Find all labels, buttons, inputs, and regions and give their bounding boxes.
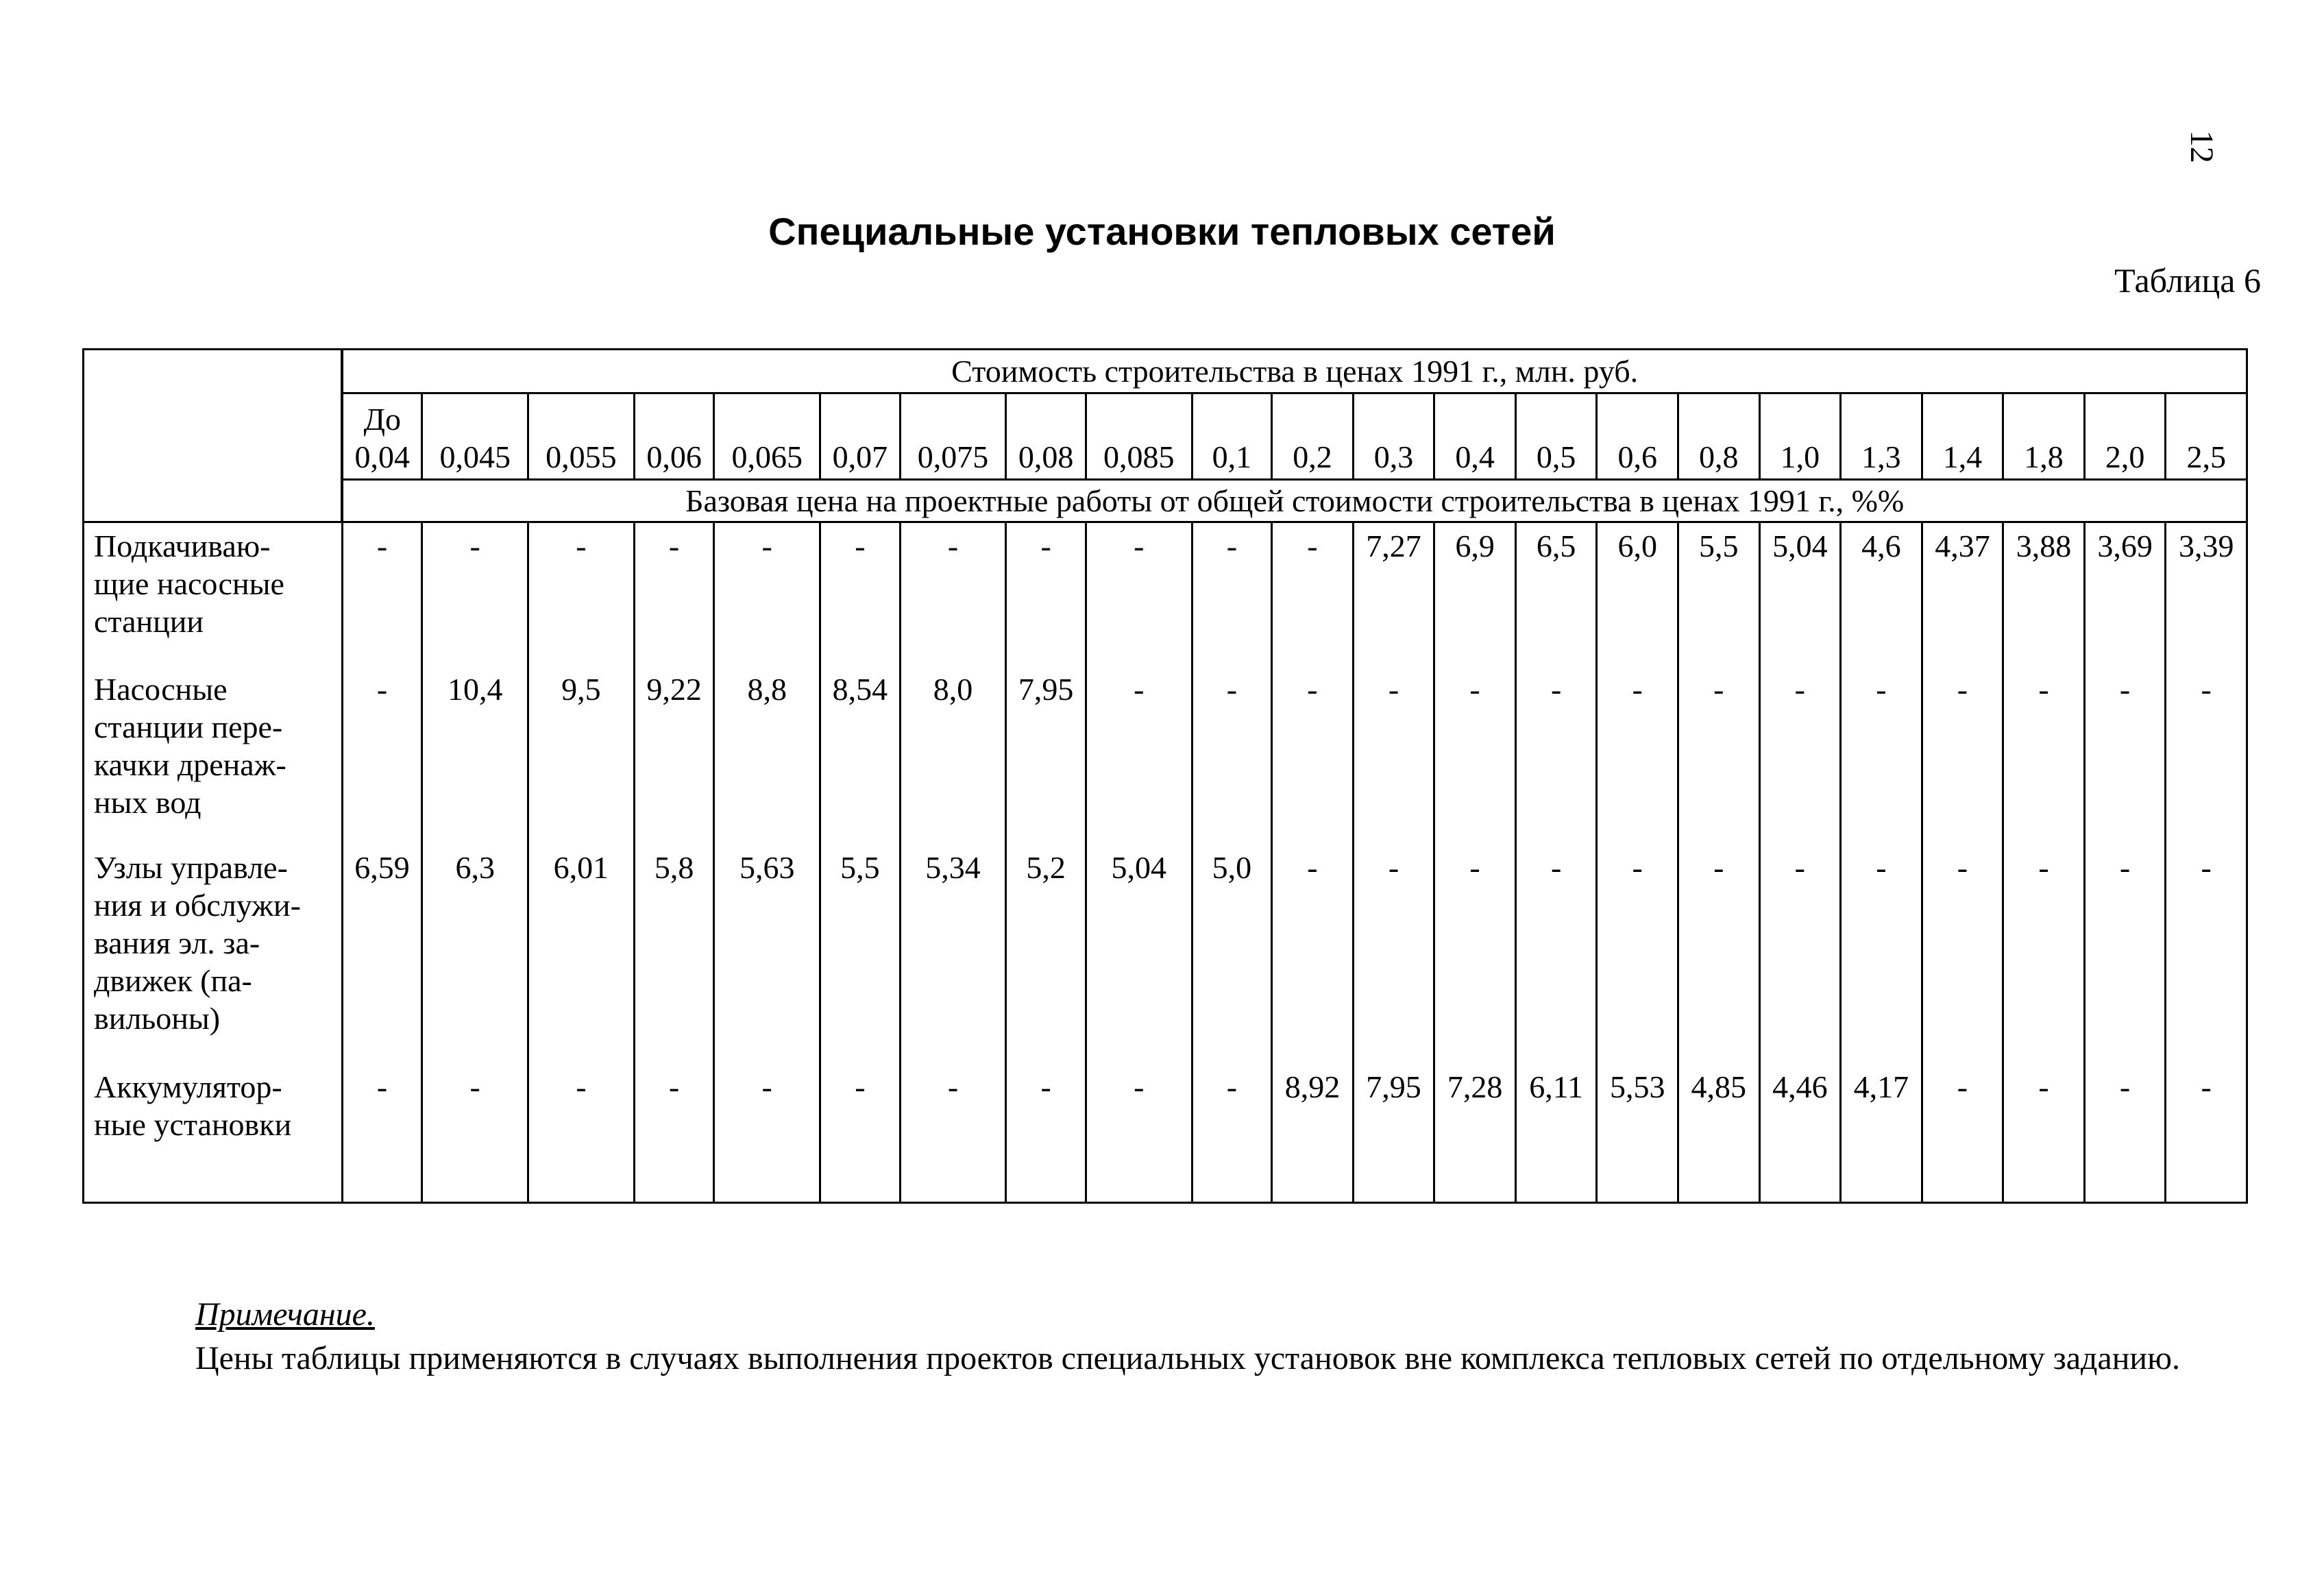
column-header: 0,6 [1597, 393, 1678, 480]
column-header: До 0,04 [342, 393, 422, 480]
row-label-line: движек (па- [94, 963, 252, 999]
table-cell: - [2003, 666, 2085, 845]
table-row [84, 845, 2247, 1064]
column-header: 0,065 [714, 393, 820, 480]
table-cell: - [422, 1064, 528, 1203]
column-header: 2,5 [2166, 393, 2247, 480]
column-header: 0,085 [1086, 393, 1192, 480]
table-cell: - [1515, 666, 1597, 845]
table-cell: - [1841, 666, 1922, 845]
table-cell: - [528, 522, 635, 666]
table-label: Таблица 6 [2114, 261, 2261, 300]
table-row [84, 666, 2247, 845]
table-cell: - [2166, 845, 2247, 1064]
table-cell: - [342, 522, 422, 666]
table-cell: 6,11 [1515, 1064, 1597, 1203]
table-cell: - [1086, 522, 1192, 666]
page-number: 12 [2184, 130, 2220, 163]
table-cell: - [2084, 1064, 2166, 1203]
table-cell: - [634, 522, 714, 666]
table-row [84, 1064, 2247, 1203]
row-label-line: качки дренаж- [94, 746, 286, 782]
table-cell: 8,0 [900, 666, 1006, 845]
table-cell: 5,63 [714, 845, 820, 1064]
column-header: 0,06 [634, 393, 714, 480]
table-cell: - [2166, 666, 2247, 845]
table-cell: - [1086, 666, 1192, 845]
table-cell: 4,85 [1678, 1064, 1760, 1203]
row-label-line: ния и обслужи- [94, 887, 301, 923]
table-cell: 5,53 [1597, 1064, 1678, 1203]
table-cell: 6,01 [528, 845, 635, 1064]
page-title: Специальные установки тепловых сетей [768, 210, 1556, 253]
table-cell: - [1759, 666, 1841, 845]
column-header: 0,045 [422, 393, 528, 480]
row-label-line: Узлы управле- [94, 849, 288, 885]
table-cell: - [2084, 666, 2166, 845]
table-cell: 5,8 [634, 845, 714, 1064]
stub-header [84, 350, 343, 522]
table-cell: 8,8 [714, 666, 820, 845]
column-header: 0,5 [1515, 393, 1597, 480]
table-cell: - [422, 522, 528, 666]
base-price-header: Базовая цена на проектные работы от общей стоимости строительства в ценах 1991 г., %% [342, 480, 2247, 522]
table-cell: - [1006, 1064, 1086, 1203]
table-cell: - [1192, 666, 1272, 845]
table-cell: 7,95 [1353, 1064, 1434, 1203]
table-cell: - [1922, 1064, 2003, 1203]
column-header: 0,075 [900, 393, 1006, 480]
table-cell: - [1922, 845, 2003, 1064]
note-text: Цены таблицы применяются в случаях выполнения проектов специальных установок вне комплекса тепловых сетей по отдельному заданию. [195, 1340, 2180, 1376]
table-cell: - [634, 1064, 714, 1203]
table-cell: - [1759, 845, 1841, 1064]
table-cell: 5,04 [1759, 522, 1841, 666]
column-header: 0,4 [1434, 393, 1516, 480]
table-cell: 4,37 [1922, 522, 2003, 666]
row-label-line: станции пере- [94, 709, 283, 744]
table-cell: - [1597, 666, 1678, 845]
table-cell: 4,46 [1759, 1064, 1841, 1203]
row-label-line: ные установки [94, 1106, 292, 1142]
table-cell: 6,0 [1597, 522, 1678, 666]
table-cell: 8,92 [1272, 1064, 1354, 1203]
table-cell: 4,17 [1841, 1064, 1922, 1203]
row-label-line: вильоны) [94, 1001, 221, 1036]
table-cell: - [1353, 666, 1434, 845]
column-header: 1,4 [1922, 393, 2003, 480]
table-cell: - [1841, 845, 1922, 1064]
table-cell: - [1272, 845, 1354, 1064]
column-header: 0,08 [1006, 393, 1086, 480]
table-cell: - [1086, 1064, 1192, 1203]
table-cell: - [900, 522, 1006, 666]
table-cell: 5,34 [900, 845, 1006, 1064]
table-cell: - [1272, 522, 1354, 666]
table-cell: - [1515, 845, 1597, 1064]
table-cell: 5,5 [1678, 522, 1760, 666]
table-cell: - [714, 522, 820, 666]
row-label-line: Подкачиваю- [94, 529, 271, 563]
table-cell: - [1006, 522, 1086, 666]
table-cell: - [820, 1064, 901, 1203]
table-cell: 6,9 [1434, 522, 1516, 666]
column-header-prefix: До [363, 401, 401, 437]
column-header: 0,07 [820, 393, 901, 480]
table-cell: - [342, 666, 422, 845]
table-cell: - [1434, 845, 1516, 1064]
row-label-line: вания эл. за- [94, 925, 260, 960]
table-cell: - [342, 1064, 422, 1203]
columns-row [84, 393, 2247, 480]
row-label-line: щие насосные [94, 566, 284, 602]
note-title: Примечание. [195, 1296, 375, 1333]
table-cell: - [900, 1064, 1006, 1203]
table-cell: 4,6 [1841, 522, 1922, 666]
row-label-line: Аккумулятор- [94, 1069, 282, 1104]
table-cell: 6,5 [1515, 522, 1597, 666]
column-header: 1,8 [2003, 393, 2085, 480]
table-cell: - [1597, 845, 1678, 1064]
table-cell: 6,3 [422, 845, 528, 1064]
table-cell: - [1272, 666, 1354, 845]
table-cell: - [2084, 845, 2166, 1064]
table-cell: 6,59 [342, 845, 422, 1064]
table-cell: 5,0 [1192, 845, 1272, 1064]
column-header: 0,1 [1192, 393, 1272, 480]
column-header: 1,3 [1841, 393, 1922, 480]
row-label-line: Насосные [94, 671, 228, 707]
table-cell: 3,88 [2003, 522, 2085, 666]
cost-header: Стоимость строительства в ценах 1991 г., млн. руб. [342, 350, 2247, 393]
row-label [84, 666, 343, 845]
row-label [84, 845, 343, 1064]
table-cell: 7,95 [1006, 666, 1086, 845]
table-cell: - [1434, 666, 1516, 845]
table-cell: - [1922, 666, 2003, 845]
row-label [84, 522, 343, 666]
table-cell: 5,2 [1006, 845, 1086, 1064]
table-cell: - [528, 1064, 635, 1203]
table-cell: - [1678, 666, 1760, 845]
column-header: 0,055 [528, 393, 635, 480]
row-label [84, 1064, 343, 1203]
table-cell: 10,4 [422, 666, 528, 845]
table-cell: - [2003, 1064, 2085, 1203]
table-cell: - [714, 1064, 820, 1203]
table-row [84, 522, 2247, 666]
table-cell: - [1353, 845, 1434, 1064]
table-cell: 7,28 [1434, 1064, 1516, 1203]
table-cell: 8,54 [820, 666, 901, 845]
table-cell: 9,5 [528, 666, 635, 845]
table-cell: 5,04 [1086, 845, 1192, 1064]
column-header: 1,0 [1759, 393, 1841, 480]
cost-table [82, 348, 2248, 1204]
column-header: 2,0 [2084, 393, 2166, 480]
table-cell: - [820, 522, 901, 666]
table-cell: 5,5 [820, 845, 901, 1064]
table-cell: - [1678, 845, 1760, 1064]
table-cell: - [1192, 1064, 1272, 1203]
table-cell: 7,27 [1353, 522, 1434, 666]
column-header: 0,8 [1678, 393, 1760, 480]
table-cell: - [1192, 522, 1272, 666]
table-cell: 9,22 [634, 666, 714, 845]
row-label-line: ных вод [94, 785, 201, 821]
table-cell: 3,69 [2084, 522, 2166, 666]
column-header: 0,2 [1272, 393, 1354, 480]
table-cell: - [2166, 1064, 2247, 1203]
row-label-line: станции [94, 604, 204, 640]
column-header: 0,3 [1353, 393, 1434, 480]
table-cell: - [2003, 845, 2085, 1064]
table-cell: 3,39 [2166, 522, 2247, 666]
